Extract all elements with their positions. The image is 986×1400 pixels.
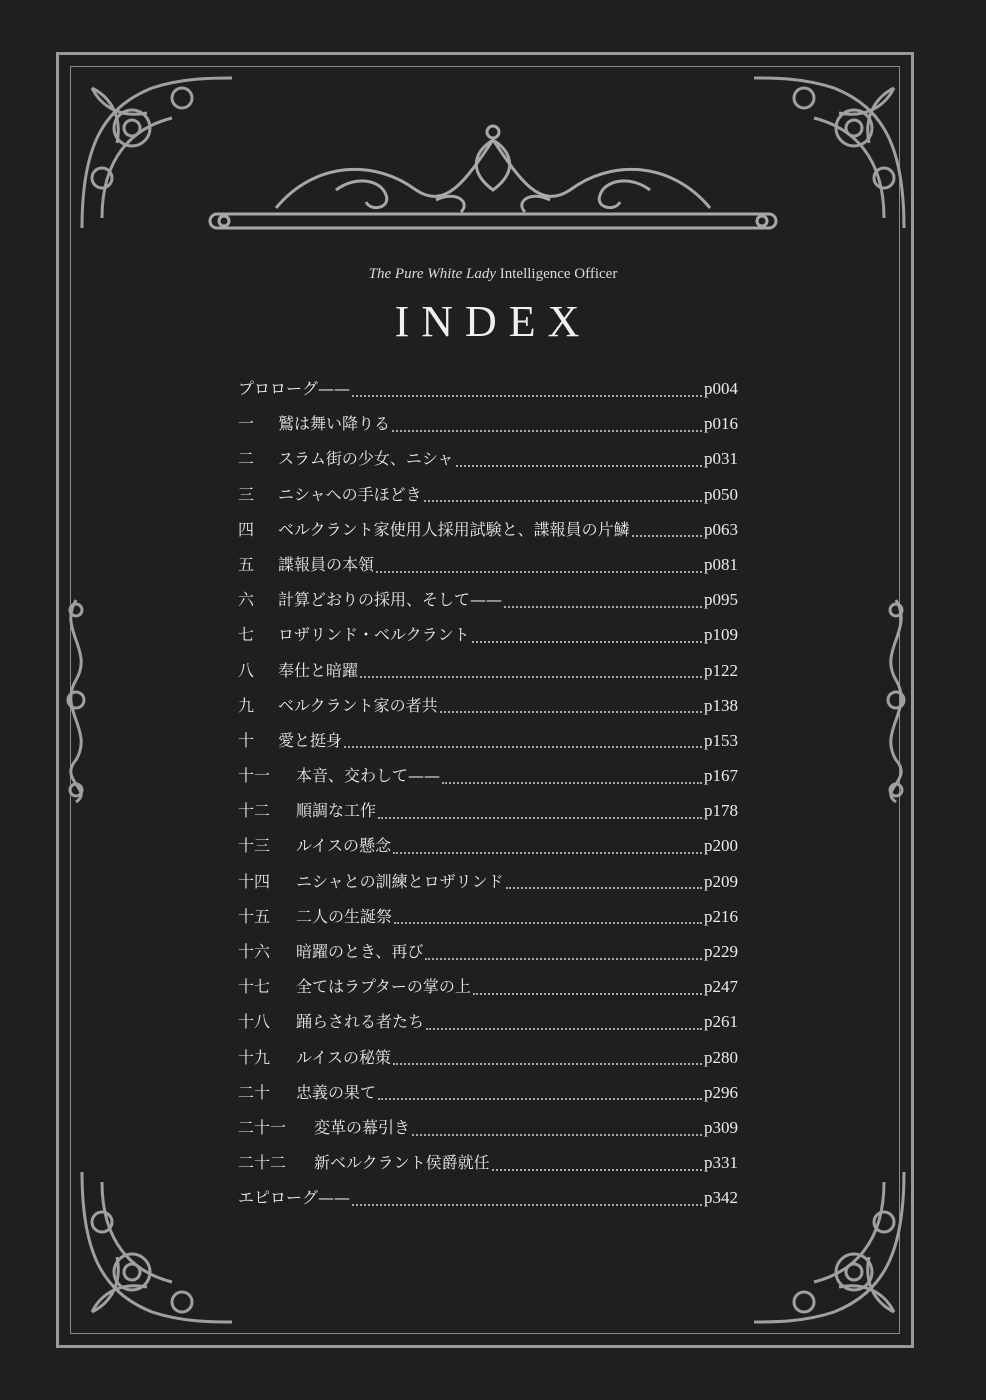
toc-entry <box>238 833 738 868</box>
toc-entry <box>238 517 738 552</box>
toc-chapter-number: 二十 <box>238 1082 271 1102</box>
side-ornament-left <box>58 590 94 810</box>
toc-entry <box>238 446 738 481</box>
toc-leader-dots <box>440 711 702 713</box>
toc-chapter-title: 順調な工作 <box>296 801 377 821</box>
toc-page-number: p138 <box>704 695 738 715</box>
book-subtitle: The Pure White Lady Intelligence Officer <box>368 266 618 282</box>
toc-chapter-title: 愛と挺身 <box>278 730 343 750</box>
toc-leader-dots <box>632 535 702 537</box>
toc-entry <box>238 376 738 411</box>
toc-chapter-number: 二十二 <box>238 1153 287 1173</box>
toc-entry <box>238 728 738 763</box>
toc-chapter-number: 二十一 <box>238 1117 287 1137</box>
toc-page-number: p280 <box>704 1047 738 1067</box>
toc-chapter-number: 七 <box>238 625 255 645</box>
toc-chapter-number: 十四 <box>238 871 271 891</box>
toc-page-number: p031 <box>704 449 738 469</box>
toc-entry <box>238 1080 738 1115</box>
toc-page-number: p050 <box>704 484 738 504</box>
toc-chapter-number: 十三 <box>238 836 271 856</box>
toc-entry <box>238 411 738 446</box>
toc-leader-dots <box>376 571 702 573</box>
toc-entry <box>238 974 738 1009</box>
toc-chapter-title: 暗躍のとき、再び <box>296 942 424 961</box>
toc-chapter-title: プロローグ—— <box>238 379 351 398</box>
toc-page-number: p209 <box>704 871 738 891</box>
toc-page-number: p342 <box>704 1188 738 1208</box>
toc-leader-dots <box>506 887 702 889</box>
toc-entry <box>238 1115 738 1150</box>
toc-chapter-number: 十六 <box>238 942 271 961</box>
toc-chapter-title: ルイスの秘策 <box>296 1047 392 1067</box>
toc-page-number: p167 <box>704 766 738 786</box>
toc-chapter-number: 六 <box>238 590 255 610</box>
toc-entry <box>238 939 738 974</box>
toc-chapter-title: 諜報員の本領 <box>278 554 375 574</box>
toc-page-number: p122 <box>704 660 738 680</box>
toc-page-number: p004 <box>704 379 738 398</box>
toc-chapter-title: 踊らされる者たち <box>296 1012 425 1032</box>
crest-ornament <box>206 120 780 236</box>
toc-page-number: p247 <box>704 977 738 997</box>
toc-leader-dots <box>442 782 702 784</box>
toc-chapter-title: 変革の幕引き <box>314 1117 411 1137</box>
toc-leader-dots <box>392 430 702 432</box>
toc-page-number: p216 <box>704 906 738 926</box>
toc-chapter-number: 十二 <box>238 801 271 821</box>
toc-entry <box>238 552 738 587</box>
toc-chapter-title: 本音、交わして—— <box>296 766 441 786</box>
toc-leader-dots <box>492 1169 702 1171</box>
toc-leader-dots <box>425 958 702 960</box>
side-ornament-right <box>878 590 914 810</box>
toc-chapter-title: ルイスの懸念 <box>296 836 392 856</box>
toc-entry <box>238 1009 738 1044</box>
toc-page-number: p153 <box>704 730 738 750</box>
toc-entry <box>238 482 738 517</box>
toc-leader-dots <box>393 1063 702 1065</box>
toc-leader-dots <box>473 993 702 995</box>
toc-chapter-number: 十八 <box>238 1012 271 1032</box>
toc-entry <box>238 587 738 622</box>
table-of-contents <box>238 376 738 1221</box>
toc-chapter-number: 一 <box>238 414 255 434</box>
toc-page-number: p296 <box>704 1082 738 1102</box>
toc-leader-dots <box>424 500 702 502</box>
toc-entry <box>238 658 738 693</box>
toc-page-number: p063 <box>704 519 738 539</box>
toc-page-number: p109 <box>704 625 738 645</box>
toc-page-number: p081 <box>704 554 738 574</box>
toc-chapter-number: 四 <box>238 519 255 539</box>
toc-chapter-title: 奉仕と暗躍 <box>278 660 359 680</box>
toc-chapter-number: 八 <box>238 660 255 680</box>
toc-chapter-number: 九 <box>238 695 255 715</box>
toc-entry <box>238 869 738 904</box>
toc-chapter-title: ニシャとの訓練とロザリンド <box>296 871 504 891</box>
toc-chapter-title: ベルクラント家の者共 <box>278 695 438 715</box>
toc-chapter-number: 十五 <box>238 906 271 926</box>
toc-chapter-title: スラム街の少女、ニシャ <box>278 449 454 469</box>
corner-ornament-bottom-left <box>72 1162 242 1332</box>
toc-entry <box>238 1045 738 1080</box>
toc-chapter-title: 新ベルクラント侯爵就任 <box>314 1153 490 1173</box>
toc-page-number: p095 <box>704 590 738 610</box>
toc-entry <box>238 693 738 728</box>
toc-leader-dots <box>344 746 702 748</box>
toc-chapter-number: 十七 <box>238 977 271 997</box>
toc-chapter-number: 十一 <box>238 766 271 786</box>
toc-entry <box>238 798 738 833</box>
toc-chapter-number: 二 <box>238 449 255 469</box>
toc-leader-dots <box>360 676 702 678</box>
toc-chapter-title: 全てはラプターの掌の上 <box>296 977 471 997</box>
toc-chapter-title: エピローグ—— <box>238 1188 351 1208</box>
toc-chapter-title: 忠義の果て <box>296 1082 377 1102</box>
page-title: INDEX <box>394 297 592 346</box>
toc-entry <box>238 904 738 939</box>
toc-chapter-number: 十 <box>238 730 255 750</box>
toc-entry <box>238 1150 738 1185</box>
toc-page-number: p200 <box>704 836 738 856</box>
toc-leader-dots <box>352 395 702 397</box>
toc-leader-dots <box>378 817 702 819</box>
toc-chapter-title: 計算どおりの採用、そして—— <box>278 590 503 610</box>
toc-chapter-title: 二人の生誕祭 <box>296 906 393 926</box>
toc-chapter-number: 十九 <box>238 1047 271 1067</box>
toc-entry <box>238 763 738 798</box>
toc-leader-dots <box>393 852 702 854</box>
toc-page-number: p229 <box>704 942 738 961</box>
toc-chapter-title: ロザリンド・ベルクラント <box>278 625 470 645</box>
toc-chapter-title: ニシャへの手ほどき <box>278 484 422 504</box>
corner-ornament-bottom-right <box>744 1162 914 1332</box>
toc-page-number: p016 <box>704 414 738 434</box>
toc-entry <box>238 622 738 657</box>
toc-chapter-title: 鷲は舞い降りる <box>278 414 391 434</box>
toc-leader-dots <box>504 606 702 608</box>
toc-page-number: p309 <box>704 1117 738 1137</box>
toc-leader-dots <box>378 1098 702 1100</box>
toc-chapter-title: ベルクラント家使用人採用試験と、諜報員の片鱗 <box>278 519 630 539</box>
toc-leader-dots <box>394 922 702 924</box>
toc-leader-dots <box>456 465 702 467</box>
toc-chapter-number: 五 <box>238 554 255 574</box>
toc-leader-dots <box>412 1134 702 1136</box>
toc-entry <box>238 1185 738 1220</box>
toc-page-number: p261 <box>704 1012 738 1032</box>
toc-leader-dots <box>426 1028 702 1030</box>
toc-leader-dots <box>472 641 702 643</box>
toc-leader-dots <box>352 1204 702 1206</box>
toc-page-number: p331 <box>704 1153 738 1173</box>
toc-chapter-number: 三 <box>238 484 255 504</box>
toc-page-number: p178 <box>704 801 738 821</box>
